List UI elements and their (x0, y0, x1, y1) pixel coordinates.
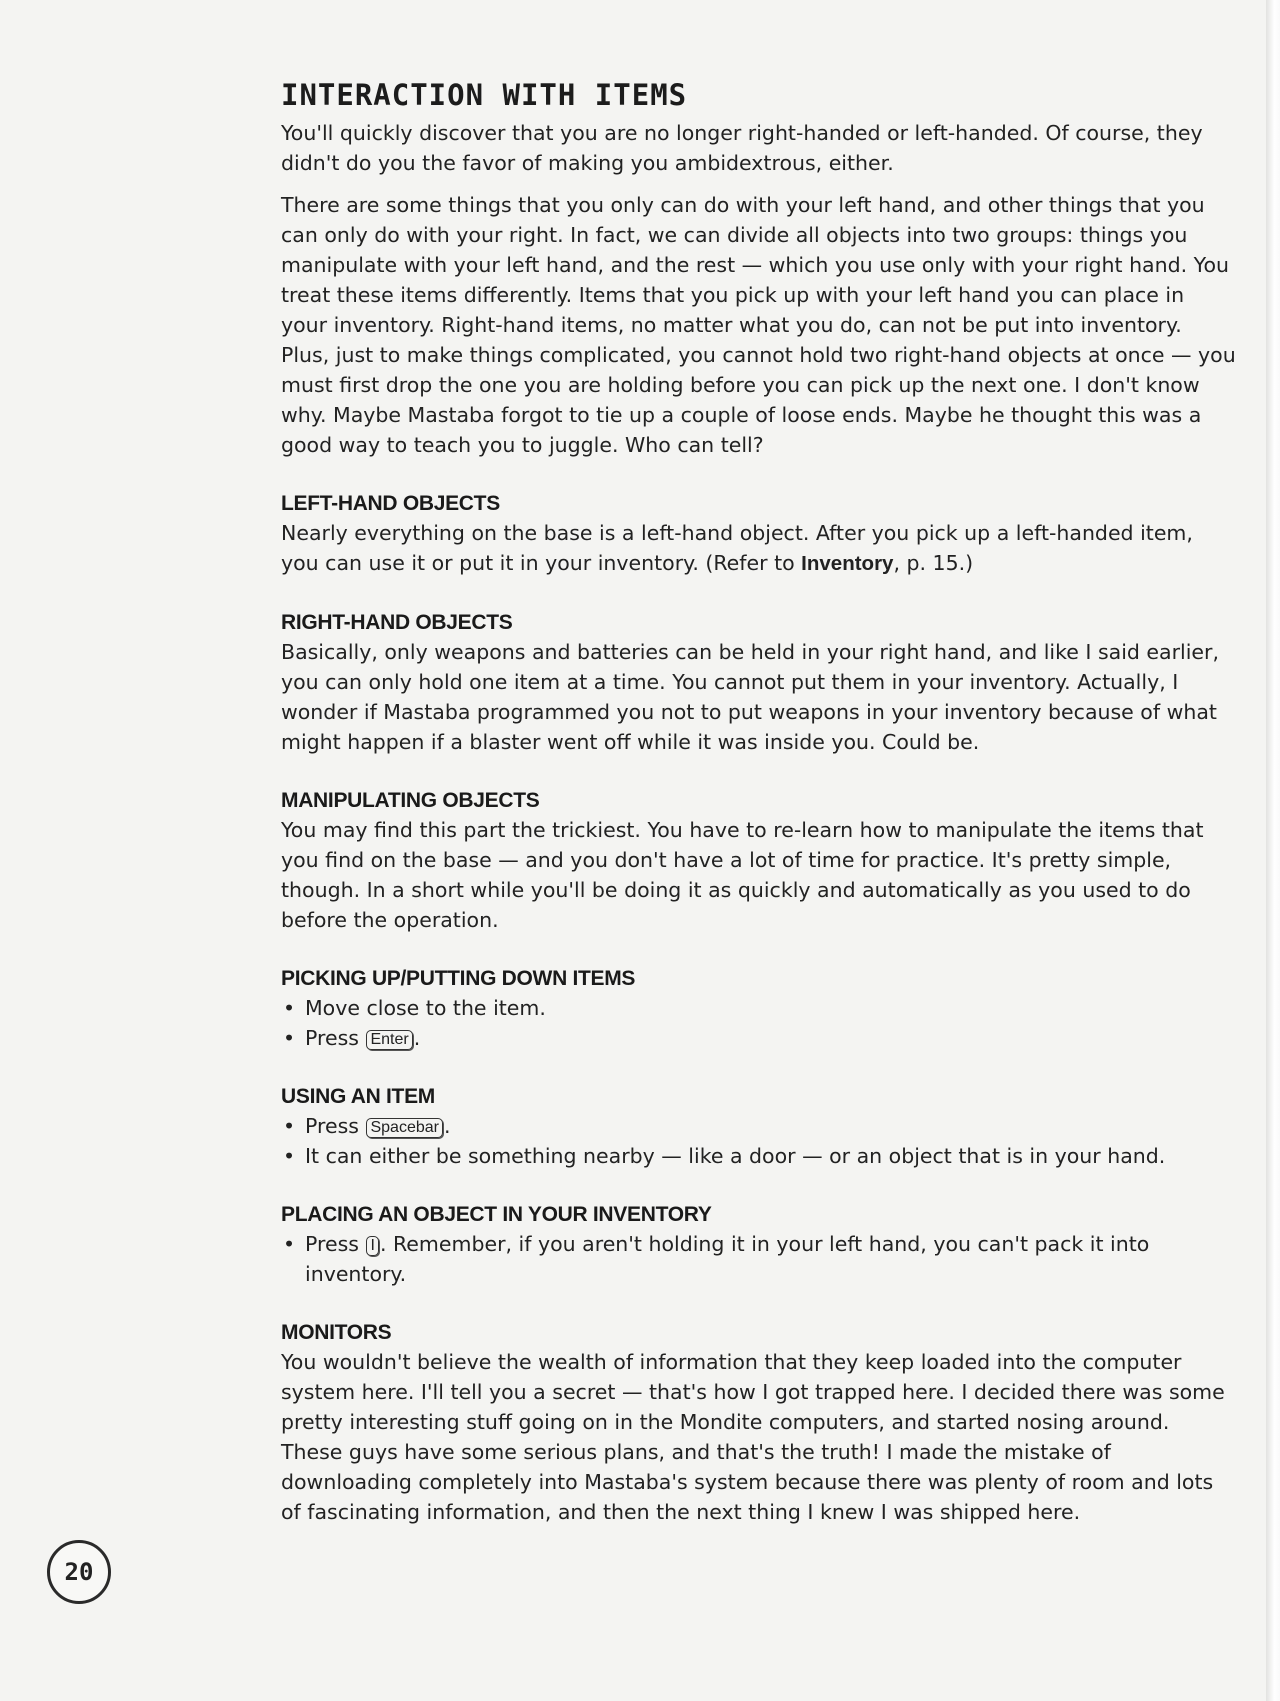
section-right-hand-objects (281, 609, 1236, 757)
section-heading: RIGHT-HAND OBJECTS (281, 611, 513, 634)
section-text: You may find this part the trickiest. You have to re-learn how to manipulate the items that you find on the base — and you don't have a lot of time for practice. It's pretty simple, though. In a short while you'll be doing it as quickly and automatically as you used to do before the operation. (281, 818, 1204, 932)
section-text: Basically, only weapons and batteries can be held in your right hand, and like I said earlier, you can only hold one item at a time. You cannot put them in your inventory. Actually, I wonder if Mastaba programmed you not to put weapons in your inventory because of what might happen if a blaster went off while it was inside you. Could be. (281, 640, 1219, 754)
list-item-text: Press (305, 1114, 366, 1138)
bullet-list (281, 1229, 1236, 1289)
text-after-ref: , p. 15.) (893, 551, 974, 575)
inventory-reference: Inventory (801, 552, 894, 575)
section-text (281, 518, 1236, 579)
section-manipulating-objects (281, 787, 1236, 935)
bullet-icon: • (283, 1144, 296, 1168)
section-text: You wouldn't believe the wealth of information that they keep loaded into the computer system here. I'll tell you a secret — that's how I got trapped here. I decided there was some pretty interesting stuff going on in the Mondite computers, and started nosing around. These guys have some serious plans, and that's the truth! I made the mistake of downloading completely into Mastaba's system because there was plenty of room and lots of fascinating information, and then the next thing I knew I was shipped here. (281, 1350, 1225, 1524)
i-key-icon: I (366, 1236, 378, 1256)
section-placing-in-inventory (281, 1201, 1236, 1289)
enter-key-icon: Enter (366, 1030, 412, 1050)
section-monitors (281, 1319, 1236, 1527)
section-heading: PLACING AN OBJECT IN YOUR INVENTORY (281, 1203, 712, 1226)
list-item-suffix: . (443, 1114, 451, 1138)
list-item (281, 1111, 1236, 1141)
section-left-hand-objects (281, 490, 1236, 579)
section-heading: MANIPULATING OBJECTS (281, 789, 540, 812)
page-number: 20 (47, 1540, 111, 1604)
page-title: INTERACTION WITH ITEMS (281, 78, 688, 112)
page-edge (1266, 0, 1280, 1701)
list-item-text: Press (305, 1026, 366, 1050)
section-heading: USING AN ITEM (281, 1085, 435, 1108)
bullet-icon: • (283, 996, 296, 1020)
list-item-suffix: . (413, 1026, 421, 1050)
section-picking-up (281, 965, 1236, 1053)
intro-paragraph-1: You'll quickly discover that you are no longer right-handed or left-handed. Of course, they didn't do you the favor of making you ambidextrous, either. (281, 121, 1203, 175)
page-content (281, 78, 1236, 1527)
section-heading: PICKING UP/PUTTING DOWN ITEMS (281, 967, 636, 990)
section-heading: MONITORS (281, 1321, 392, 1344)
section-using-item (281, 1083, 1236, 1171)
bullet-icon: • (283, 1026, 296, 1050)
spacebar-key-icon: Spacebar (366, 1118, 443, 1138)
bullet-icon: • (283, 1232, 296, 1256)
intro-paragraph-2: There are some things that you only can do with your left hand, and other things that you can only do with your right. In fact, we can divide all objects into two groups: things you manipulate with your left hand, and the rest — which you use only with your right hand. You treat these items differently. Items that you pick up with your left hand you can place in your inventory. Right-hand items, no matter what you do, can not be put into inventory. Plus, just to make things complicated, you cannot hold two right-hand objects at once — you must first drop the one you are holding before you can pick up the next one. I don't know why. Maybe Mastaba forgot to tie up a couple of loose ends. Maybe he thought this was a good way to teach you to juggle. Who can tell? (281, 193, 1236, 457)
list-item (281, 1229, 1236, 1289)
bullet-list (281, 1111, 1236, 1171)
text-before-ref: Nearly everything on the base is a left-hand object. After you pick up a left-handed item, you can use it or put it in your inventory. (Refer to (281, 521, 1193, 575)
bullet-list (281, 993, 1236, 1053)
section-heading: LEFT-HAND OBJECTS (281, 492, 500, 515)
list-item (281, 1141, 1236, 1171)
list-item-text: Press (305, 1232, 366, 1256)
list-item (281, 1023, 1236, 1053)
list-item-suffix: . Remember, if you aren't holding it in your left hand, you can't pack it into inventory. (305, 1232, 1150, 1286)
list-item-text: Move close to the item. (305, 996, 546, 1020)
list-item (281, 993, 1236, 1023)
list-item-text: It can either be something nearby — like a door — or an object that is in your hand. (305, 1144, 1166, 1168)
bullet-icon: • (283, 1114, 296, 1138)
